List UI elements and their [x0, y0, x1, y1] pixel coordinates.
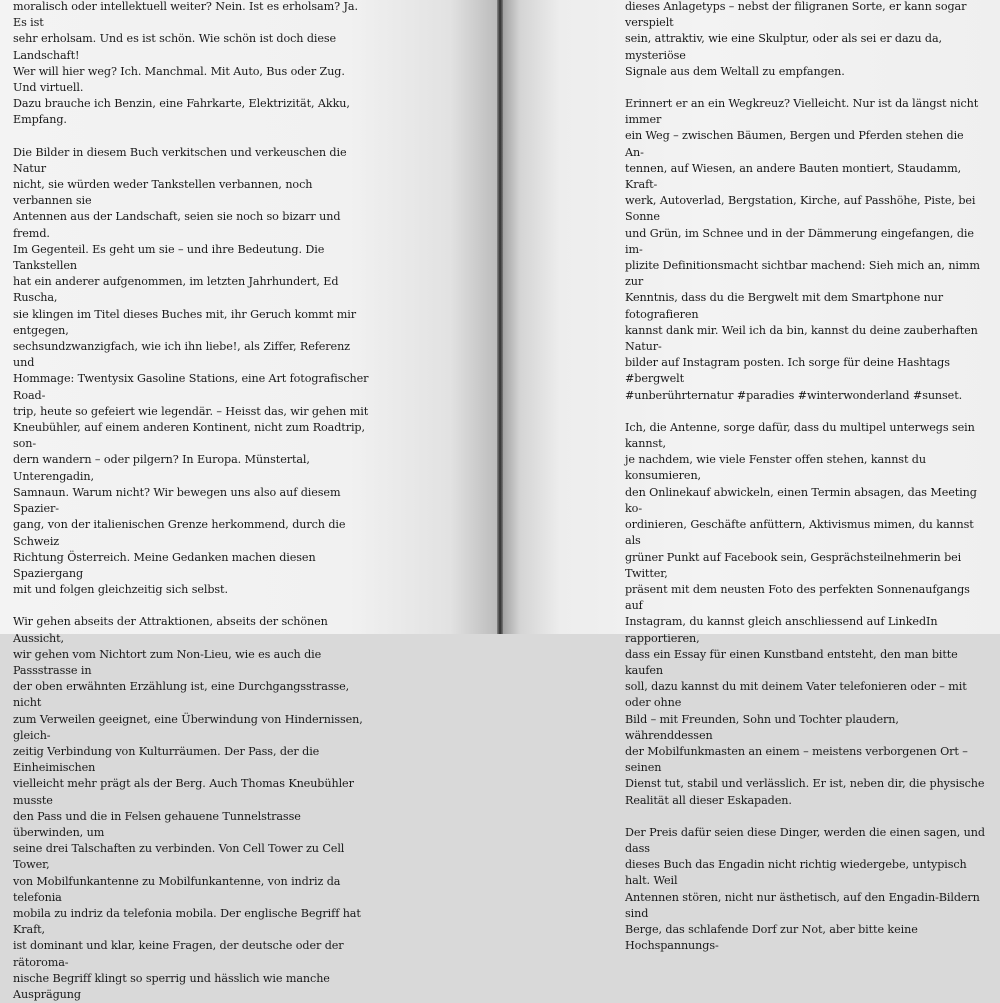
right-paragraph-2: Erinnert er an ein Wegkreuz? Vielleicht. Nur ist da längst nicht immer ein Weg – zwischen Bäumen, Bergen und Pferden stehen die An- tennen, auf Wiesen, an andere Bauten montiert, Staudamm, Kraft- werk, Autoverlad, Bergstation, Kirche, auf Passhöhe, Piste, bei Sonne und Grün, im Schnee und in der Dämmerung eingefangen, die im- plizite Definitionsmacht sichtbar machend: Sieh mich an, nimm zur Kenntnis, dass du die Bergwelt mit dem Smartphone nur fotografieren kannst dank mir. Weil ich da bin, kannst du deine zauberhaften Natur- bilder auf Instagram posten. Ich sorge für deine Hashtags #bergwelt #unberührternatur #paradies #winterwonderland #sunset. [625, 97, 980, 402]
left-text-column [13, 0, 370, 1003]
right-page [500, 0, 1000, 953]
right-text-column [625, 0, 985, 954]
right-paragraph-1: dieses Anlagetyps – nebst der filigranen Sorte, er kann sogar verspielt sein, attraktiv, wie eine Skulptur, oder als sei er dazu da, mysteriöse Signale aus dem Weltall zu empfangen. [625, 0, 967, 78]
left-paragraph-2: Die Bilder in diesem Buch verkitschen und verkeuschen die Natur nicht, sie würden weder Tankstellen verbannen, noch verbannen sie Antennen aus der Landschaft, seien sie noch so bizarr und fremd. Im Gegenteil. Es geht um sie – und ihre Bedeutung. Die Tankstellen hat ein anderer aufgenommen, im letzten Jahrhundert, Ed Ruscha, sie klingen im Titel dieses Buches mit, ihr Geruch kommt mir entgegen, sechsundzwanzigfach, wie ich ihn liebe!, als Ziffer, Referenz und Hommage: Twentysix Gasoline Stations, eine Art fotografischer Road- trip, heute so gefeiert wie legendär. – Heisst das, wir gehen mit Kneubühler, auf einem anderen Kontinent, nicht zum Roadtrip, son- dern wandern – oder pilgern? In Europa. Münstertal, Unterengadin, Samnaun. Warum nicht? Wir bewegen uns also auf diesem Spazier- gang, von der italienischen Grenze herkommend, durch die Schweiz Richtung Österreich. Meine Gedanken machen diesen Spaziergang mit und folgen gleichzeitig sich selbst. [13, 145, 369, 597]
right-paragraph-4: Der Preis dafür seien diese Dinger, werden die einen sagen, und dass dieses Buch das Engadin nicht richtig wiedergebe, untypisch halt. Weil Antennen stören, nicht nur ästhetisch, auf den Engadin-Bildern sind Berge, das schlafende Dorf zur Not, aber bitte keine Hochspannungs- [625, 825, 985, 953]
book-gutter [497, 0, 503, 634]
right-paragraph-3: Ich, die Antenne, sorge dafür, dass du multipel unterwegs sein kannst, je nachdem, wie viele Fenster offen stehen, kannst du konsumieren, den Onlinekauf abwickeln, einen Termin absagen, das Meeting ko- ordinieren, Geschäfte anfüttern, Aktivismus mimen, du kannst als grüner Punkt auf Facebook sein, Gesprächsteilnehmerin bei Twitter, präsent mit dem neusten Foto des perfekten Sonnenaufgangs auf Instagram, du kannst gleich anschliessend auf LinkedIn rapportieren, dass ein Essay für einen Kunstband entsteht, den man bitte kaufen soll, dazu kannst du mit deinem Vater telefonieren oder – mit oder ohne Bild – mit Freunden, Sohn und Tochter plaudern, währenddessen der Mobilfunkmasten an einem – meistens verborgenen Ort – seinen Dienst tut, stabil und verlässlich. Er ist, neben dir, die physische Realität all dieser Eskapaden. [625, 420, 985, 807]
left-paragraph-1: moralisch oder intellektuell weiter? Nein. Ist es erholsam? Ja. Es ist sehr erholsam. Und es ist schön. Wie schön ist doch diese Landschaft! Wer will hier weg? Ich. Manchmal. Mit Auto, Bus oder Zug. Und virtuell. Dazu brauche ich Benzin, eine Fahrkarte, Elektrizität, Akku, Empfang. [13, 0, 358, 127]
left-page [0, 0, 500, 1001]
left-paragraph-3: Wir gehen abseits der Attraktionen, abseits der schönen Aussicht, wir gehen vom Nichtort zum Non-Lieu, wie es auch die Passstrasse in der oben erwähnten Erzählung ist, eine Durchgangsstrasse, nicht zum Verweilen geeignet, eine Überwindung von Hindernissen, gleich- zeitig Verbindung von Kulturräumen. Der Pass, der die Einheimischen vielleicht mehr prägt als der Berg. Auch Thomas Kneubühler musste den Pass und die in Felsen gehauene Tunnelstrasse überwinden, um seine drei Talschaften zu verbinden. Von Cell Tower zu Cell Tower, von Mobilfunkantenne zu Mobilfunkantenne, von indriz da telefonia mobila zu indriz da telefonia mobila. Der englische Begriff hat Kraft, ist dominant und klar, keine Fragen, der deutsche oder der rätoroma- nische Begriff klingt so sperrig und hässlich wie manche Ausprägung [13, 615, 363, 1001]
